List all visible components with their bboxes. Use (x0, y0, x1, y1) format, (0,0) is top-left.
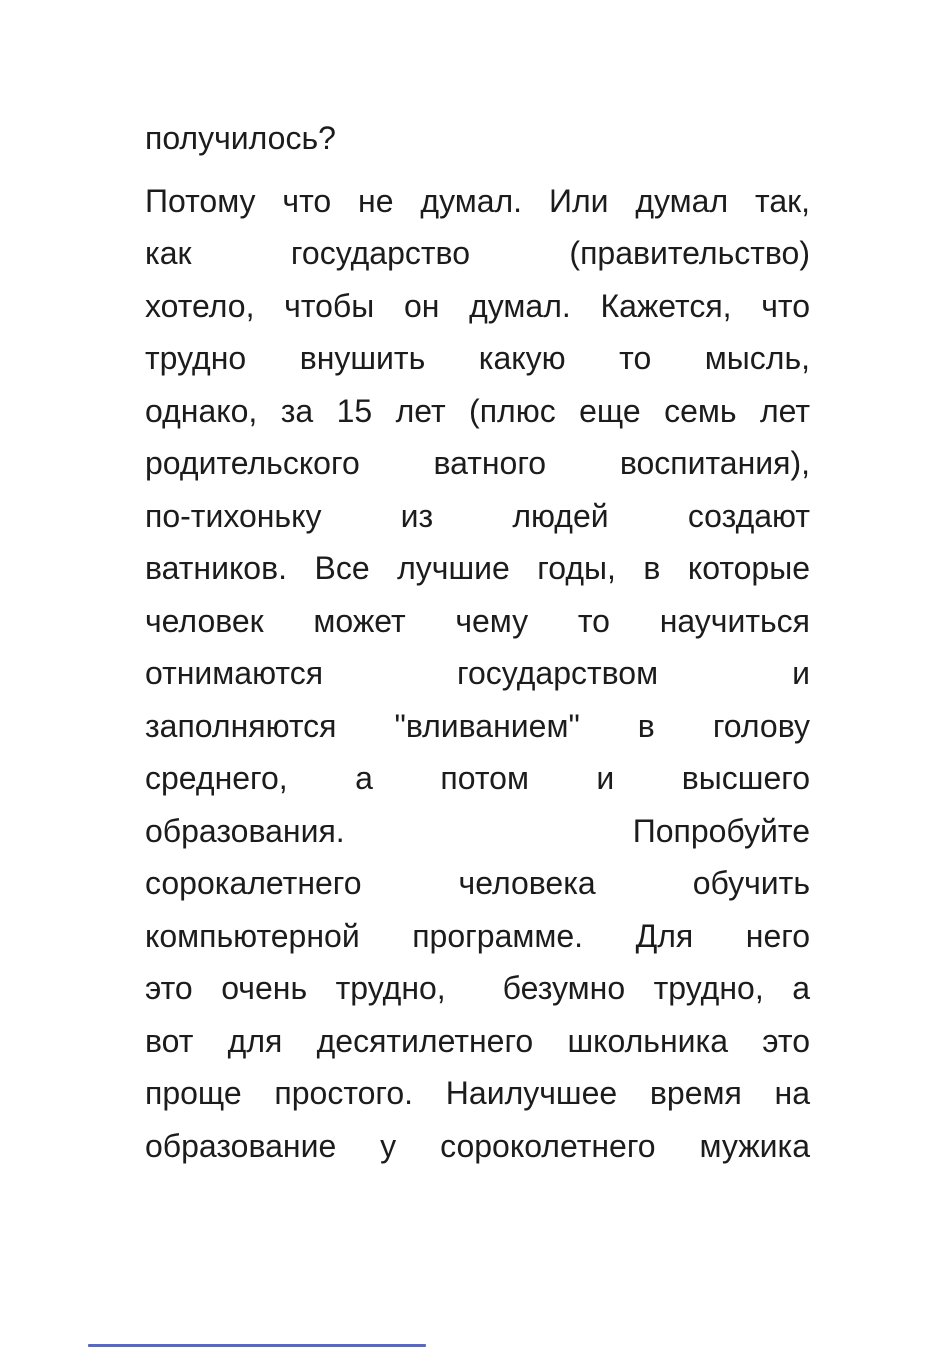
text-line: компьютерной программе. Для него (145, 917, 810, 954)
text-line: трудно внушить какую то мысль, (145, 340, 810, 376)
text-line: вот для десятилетнего школьника это (145, 1022, 810, 1059)
text-line: это очень трудно, безумно трудно, а (145, 970, 810, 1006)
text-line: родительского ватного воспитания), (145, 445, 810, 481)
text-line: заполняются "вливанием" в голову (145, 707, 810, 744)
text-line: Потому что не думал. Или думал так, (145, 182, 810, 219)
text-line: получилось? (145, 120, 336, 156)
text-line: сорокалетнего человека обучить (145, 865, 810, 901)
paragraph (145, 112, 810, 165)
text-line: человек может чему то научиться (145, 602, 810, 639)
text-line: отнимаются государством и (145, 655, 810, 691)
text-line: проще простого. Наилучшее время на (145, 1075, 810, 1111)
text-line: ватников. Все лучшие годы, в которые (145, 550, 810, 586)
text-line: как государство (правительство) (145, 235, 810, 271)
text-line: среднего, а потом и высшего (145, 760, 810, 796)
text-line: по-тихоньку из людей создают (145, 497, 810, 534)
text-line: образование у сороколетнего мужика (145, 1127, 810, 1164)
page-text (145, 112, 810, 1172)
text-line: хотело, чтобы он думал. Кажется, что (145, 287, 810, 324)
text-line: однако, за 15 лет (плюс еще семь лет (145, 392, 810, 429)
text-line: образования. Попробуйте (145, 812, 810, 849)
paragraph (145, 175, 810, 1173)
